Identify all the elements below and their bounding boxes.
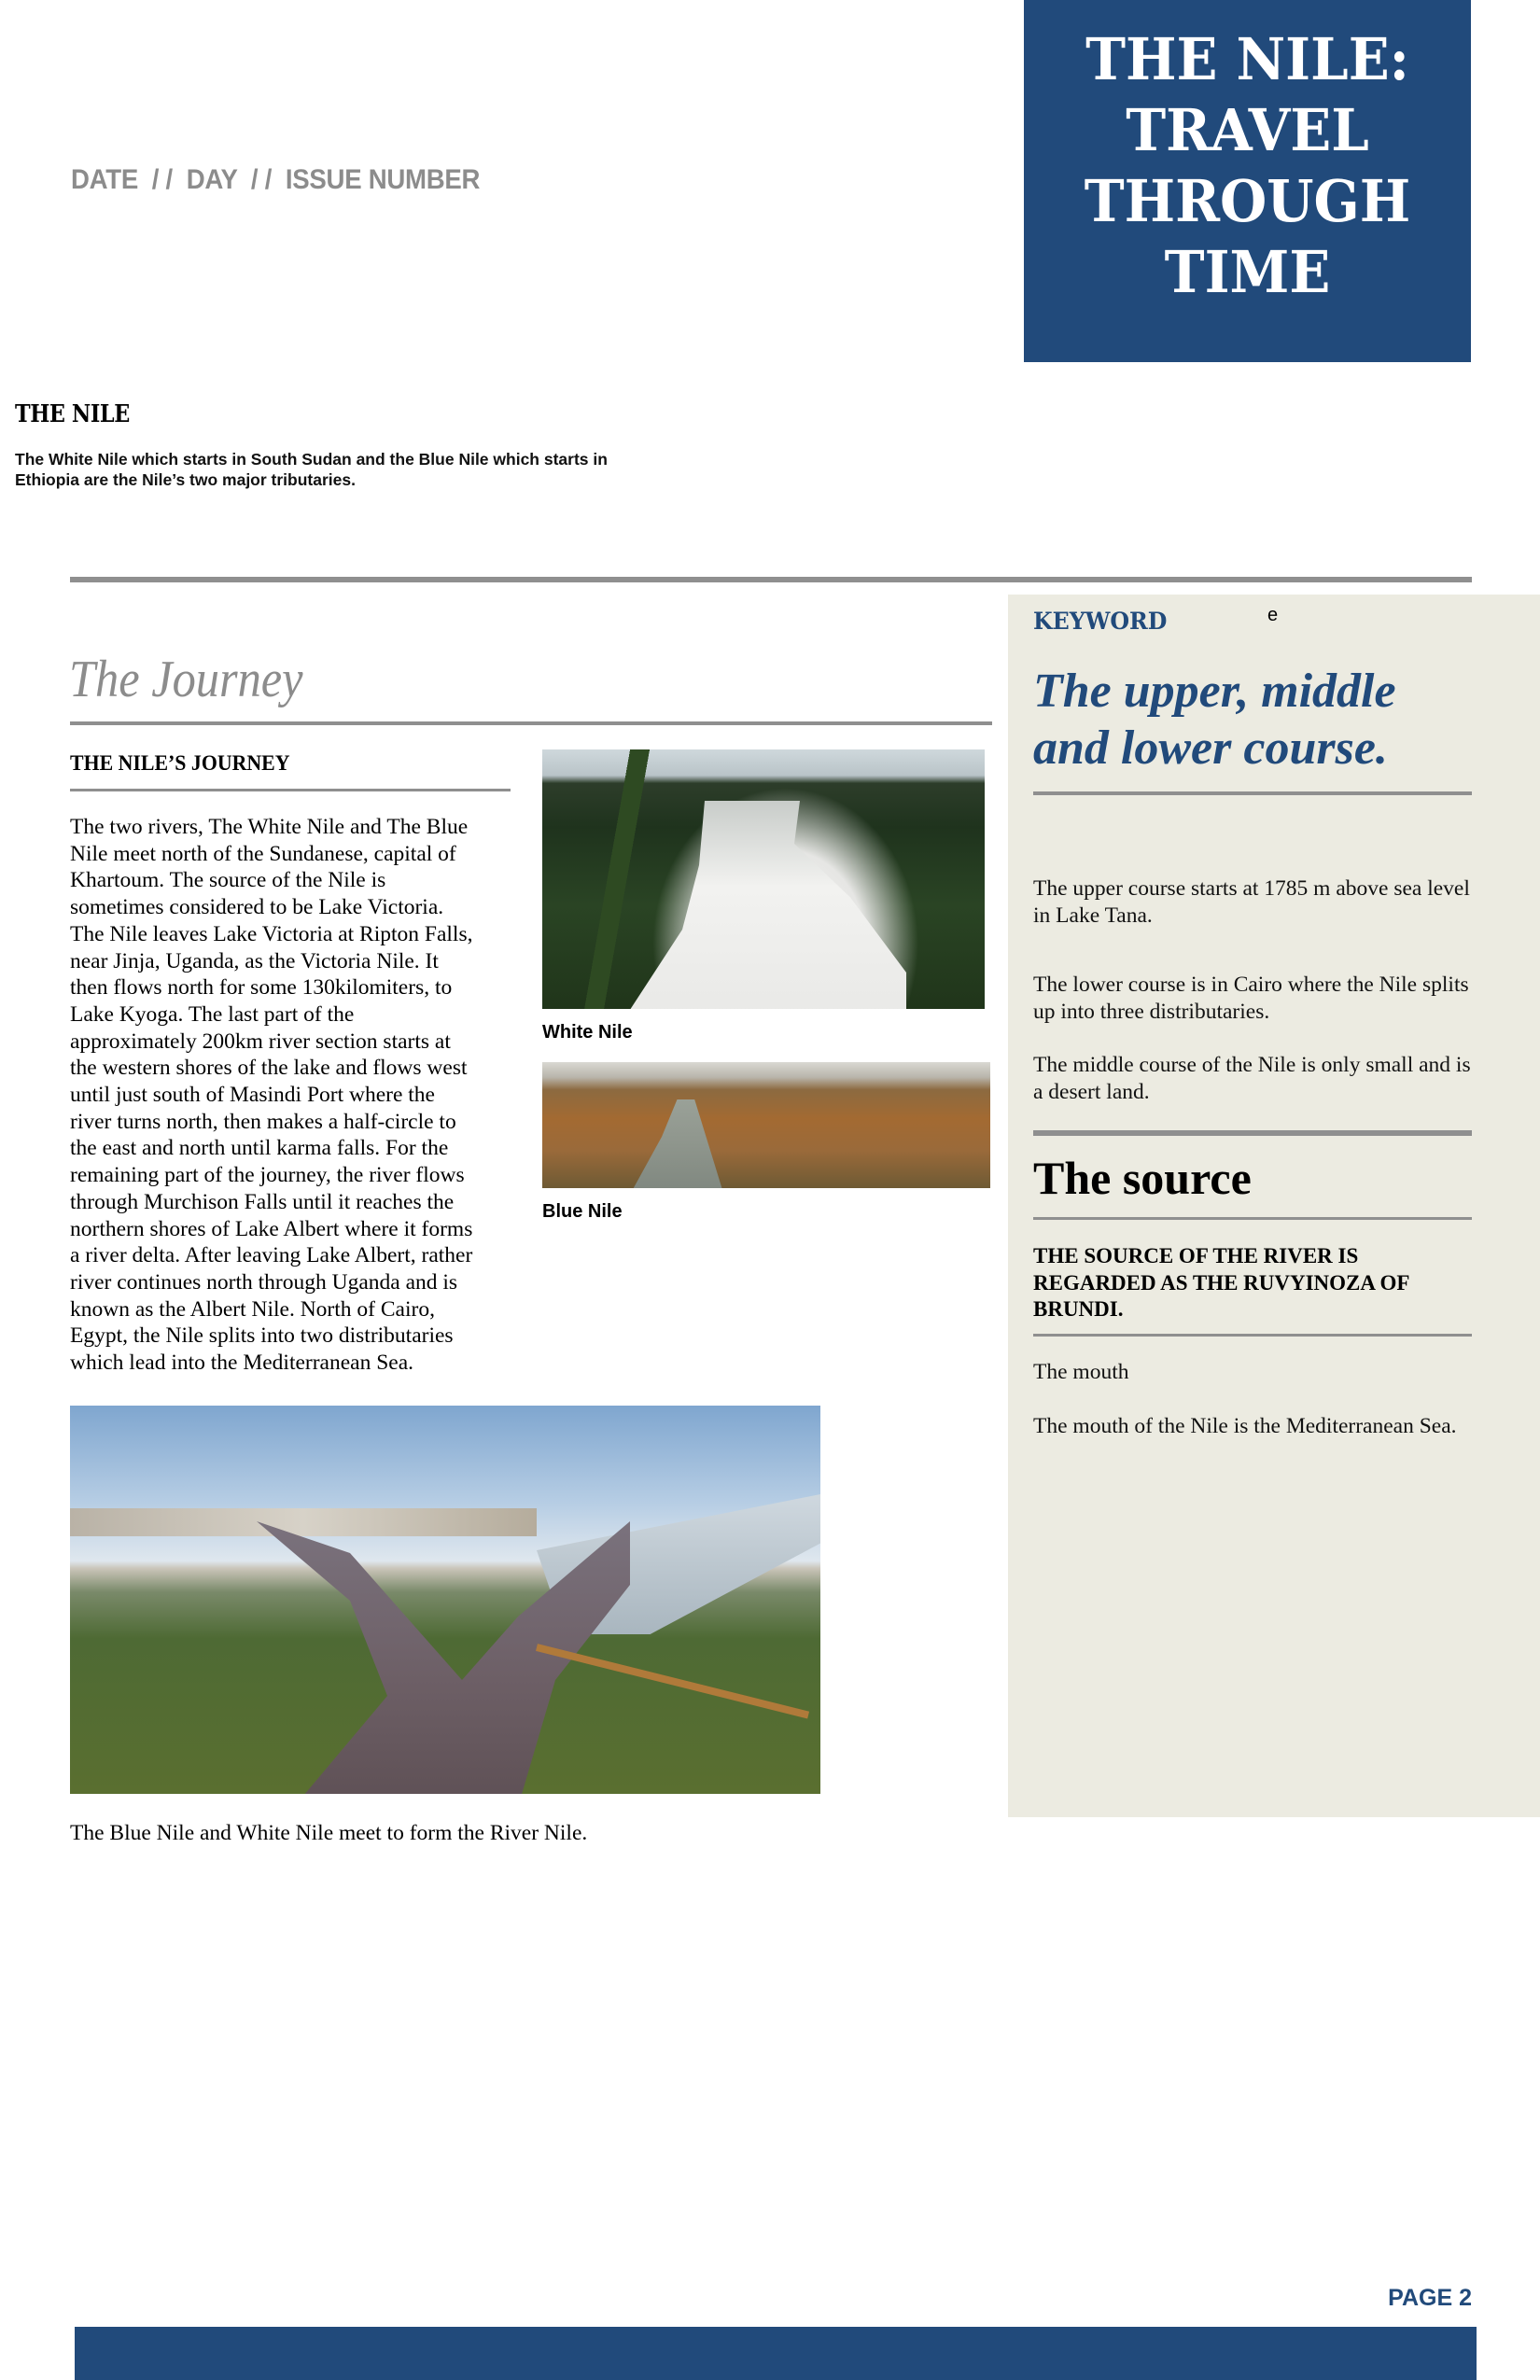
keyword-label: KEYWORD bbox=[1033, 608, 1168, 635]
keyword-sidebar bbox=[1008, 595, 1540, 1817]
masthead-title-line: THE NILE: bbox=[1085, 25, 1409, 93]
bridge-shape bbox=[536, 1644, 809, 1718]
issue-dateline: DATE / / DAY / / ISSUE NUMBER bbox=[71, 164, 481, 195]
subheading-divider bbox=[70, 789, 511, 791]
source-statement: THE SOURCE OF THE RIVER IS REGARDED AS THE RUVYINOZA OF BRUNDI. bbox=[1033, 1244, 1409, 1321]
sidebar-divider bbox=[1033, 791, 1472, 795]
confluence-photo bbox=[70, 1406, 820, 1794]
section-divider bbox=[70, 721, 992, 725]
white-nile-river-shape bbox=[626, 801, 906, 1009]
city-skyline-shape bbox=[70, 1508, 537, 1536]
mouth-text: The mouth of the Nile is the Mediterranean Sea. bbox=[1033, 1414, 1457, 1438]
white-nile-caption: White Nile bbox=[542, 1022, 633, 1043]
intro-heading: THE NILE bbox=[15, 400, 130, 428]
sidebar-headline: The upper, middle and lower course. bbox=[1033, 665, 1396, 775]
blue-nile-photo bbox=[542, 1062, 990, 1188]
white-nile-photo bbox=[542, 749, 985, 1009]
source-divider bbox=[1033, 1217, 1472, 1220]
masthead-title-line: TRAVEL bbox=[1126, 96, 1369, 164]
source-title: The source bbox=[1033, 1152, 1252, 1204]
section-title: The Journey bbox=[69, 651, 303, 708]
masthead-title-line: THROUGH bbox=[1084, 167, 1411, 235]
confluence-caption: The Blue Nile and White Nile meet to form the River Nile. bbox=[70, 1821, 588, 1845]
sidebar-divider bbox=[1033, 1130, 1472, 1136]
blue-nile-caption: Blue Nile bbox=[542, 1201, 623, 1222]
page-number: PAGE 2 bbox=[1388, 2285, 1472, 2311]
footer-bar bbox=[75, 2327, 1477, 2380]
intro-text: The White Nile which starts in South Sudan and the Blue Nile which starts in Ethiopia are the Nile’s two major tributaries. bbox=[15, 450, 608, 489]
blue-nile-river-shape bbox=[631, 1099, 734, 1188]
top-divider bbox=[70, 577, 1472, 582]
sidebar-paragraph: The lower course is in Cairo where the Nile splits up into three distributaries. bbox=[1033, 973, 1469, 1024]
sidebar-paragraph: The middle course of the Nile is only small and is a desert land. bbox=[1033, 1053, 1471, 1104]
masthead-title-box bbox=[1024, 0, 1471, 362]
article-subheading: THE NILE’S JOURNEY bbox=[70, 751, 290, 775]
masthead-title-line: TIME bbox=[1164, 238, 1331, 306]
article-body: The two rivers, The White Nile and The Blue Nile meet north of the Sundanese, capital of Khartoum. The source of the Nile is sometimes considered to be Lake Victoria. The Nile leaves Lake Victoria at Ripton Falls, near Jinja, Uganda, as the Victoria Nile. It then flows north for some 130kilomiters, to Lake Kyoga. The last part of the approximately 200km river section starts at the western shores of the lake and flows west until just south of Masindi Port where the river turns north, then makes a half-circle to the east and north until karma falls. For the remaining part of the journey, the river flows through Murchison Falls until it reaches the northern shores of Lake Albert where it forms a river delta. After leaving Lake Albert, rather river continues north through Uganda and is known as the Albert Nile. North of Cairo, Egypt, the Nile splits into two distributaries which lead into the Mediterranean Sea. bbox=[70, 815, 473, 1376]
source-divider bbox=[1033, 1334, 1472, 1337]
stray-character: e bbox=[1267, 605, 1279, 625]
sidebar-paragraph: The upper course starts at 1785 m above sea level in Lake Tana. bbox=[1033, 876, 1470, 928]
mouth-label: The mouth bbox=[1033, 1360, 1129, 1384]
